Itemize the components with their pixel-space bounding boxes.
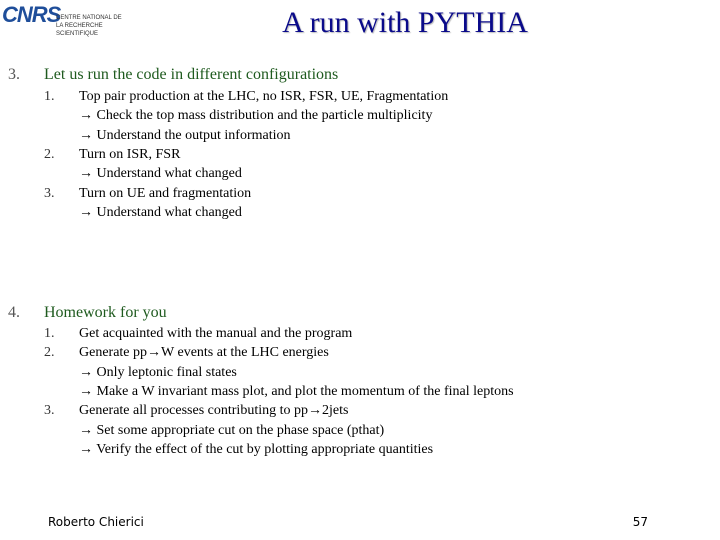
item-text: Generate pp→W events at the LHC energies <box>79 345 329 361</box>
item-number: 3. <box>44 185 55 201</box>
item-text: Top pair production at the LHC, no ISR, FSR, UE, Fragmentation <box>79 89 449 104</box>
item-text: Turn on UE and fragmentation <box>79 185 252 201</box>
item-number: 2. <box>44 146 55 162</box>
item-text: → Understand what changed <box>79 204 242 220</box>
item-number: 3. <box>44 403 55 419</box>
item-text: → Understand what changed <box>79 166 242 182</box>
section-number: 4. <box>8 304 20 321</box>
item-text: Turn on ISR, FSR <box>79 146 181 162</box>
item-text: → Verify the effect of the cut by plotting appropriate quantities <box>79 441 434 457</box>
item-text: → Check the top mass distribution and the particle multiplicity <box>79 108 433 124</box>
slide-title: A run with PYTHIA <box>282 6 528 39</box>
item-number: 1. <box>44 326 55 341</box>
section-heading: Let us run the code in different configurations <box>44 66 339 83</box>
section-heading: Homework for you <box>44 304 167 321</box>
item-number: 1. <box>44 89 55 104</box>
section-number: 3. <box>8 66 20 83</box>
item-text: → Set some appropriate cut on the phase space (pthat) <box>79 422 385 438</box>
item-text: → Make a W invariant mass plot, and plot the momentum of the final leptons <box>79 383 514 399</box>
footer-author: Roberto Chierici <box>48 515 144 529</box>
item-number: 2. <box>44 345 55 361</box>
logo-text: CENTRE NATIONAL DE LA RECHERCHE SCIENTIFIQUE <box>56 15 122 37</box>
page-number: 57 <box>632 515 648 529</box>
item-text: Get acquainted with the manual and the program <box>79 326 353 341</box>
logo-mark: CNRS <box>2 2 61 27</box>
item-text: → Only leptonic final states <box>79 364 237 380</box>
item-text: Generate all processes contributing to pp→2jets <box>79 403 349 419</box>
item-text: → Understand the output information <box>79 127 291 143</box>
